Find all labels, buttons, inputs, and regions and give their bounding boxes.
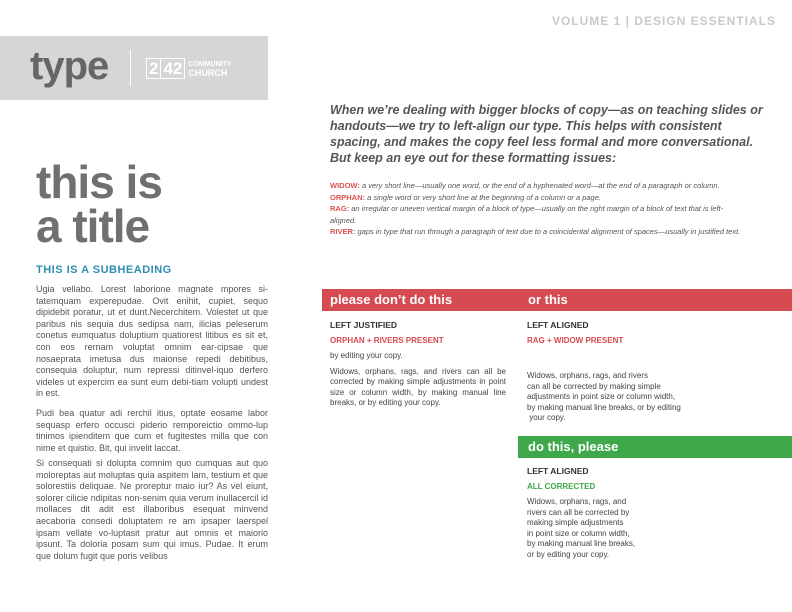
body-paragraph-1: Ugia vellabo. Lorest laborione magnate mpores si-tatemquam experepudae. Ovit enihit, cupiet, sequo dipidebit poratur, ut et dunt.Necerchitem. Volestet ut que paribus nis sequia dus sedipsa nam, ilicias peleserum conetus eumquatus doluptium quatiorest litibus es sit et, con eos rernam voluptat omnim ear-cipsae que nosaeprata imetusa dus maionse repedi debitibus, consequia doluptur, num repressi ditinvel-iquo derfero videles ut expercim ea sunt eum debi-tiam volupti undest in est. — [36, 284, 268, 399]
sample-subheading: THIS IS A SUBHEADING — [36, 264, 172, 276]
definition-widow: WIDOW: a very short line—usually one word, or the end of a hyphenated word—at the end of a paragraph or column. — [330, 181, 720, 190]
brand-divider — [130, 50, 131, 86]
definition-orphan: ORPHAN: a single word or very short line at the beginning of a column or a page. — [330, 192, 601, 202]
alt-paragraph: Widows, orphans, rags, and rivers can all be corrected by making simple adjustments in point size or column width, by making manual line breaks, or by editing your copy. — [527, 371, 681, 422]
title-line-2: a title — [36, 200, 150, 252]
dont-banner — [322, 289, 792, 311]
alt-example — [527, 320, 727, 445]
definitions-list — [330, 180, 742, 238]
bad-paragraph: Widows, orphans, rags, and rivers can all be corrected by making simple adjustments in point size or column width, by making manual line breaks, or by editing your copy. — [330, 366, 506, 407]
brand-bar — [0, 36, 268, 100]
bad-line: by editing your copy. — [330, 351, 403, 360]
logo-line-1: COMMUNITY — [188, 60, 232, 68]
church-logo — [146, 58, 232, 79]
logo-line-2: CHURCH — [188, 67, 228, 78]
sample-title — [36, 156, 162, 252]
alt-heading: LEFT ALIGNED — [527, 320, 589, 330]
do-this-label: do this, please — [528, 439, 619, 454]
good-heading: LEFT ALIGNED — [527, 466, 589, 476]
dont-label: please don’t do this — [330, 292, 453, 307]
bad-heading: LEFT JUSTIFIED — [330, 320, 398, 330]
body-paragraph-3: Si consequati si dolupta comnim quo cumquas aut quo moloreptas aut moluptas quia aspitem lam, testium et que solorestiis deliquae. Ne proreptur maio iur? As vel eiunt, solorer cilicie ndipitas non-senim quia verum inullacercil id mollaces dit adit est illaboribus esequat minvend aecaboria consedi doluptatem re am ipsaper laerspel ipsam vellate vo-luptasit pratur aut omnis et maiorio ipsunt. Ta doloria posam sum qui imus. Pudae. It erum que dolum fugit que poris velibus — [36, 458, 268, 561]
title-line-1: this is — [36, 156, 162, 208]
intro-paragraph: When we’re dealing with bigger blocks of copy—as on teaching slides or handouts—we try to left-align our type. This helps with consistent spacing, and makes the copy feel less formal and more conversational. But keep an eye out for these formatting issues: — [330, 103, 763, 165]
do-this-banner — [518, 436, 792, 458]
logo-wordmark — [188, 61, 231, 77]
logo-number-1: 2 — [146, 58, 161, 79]
bad-example — [330, 320, 506, 409]
definition-rag: RAG: an irregular or uneven vertical margin of a block of type—usually on the right margin of a block of text that is left-aligned. — [330, 204, 724, 225]
or-this-label: or this — [528, 292, 568, 307]
logo-number-2: 42 — [161, 58, 185, 79]
body-paragraph-2: Pudi bea quatur adi rerchil itius, optate eosame labor sequasp erfero occusci piderio remporeictio ommo-lup tinimos ipienditem que cum et fugitestes milla que con nime et quistio. Bit, qui invelit laccat. — [36, 408, 268, 453]
good-example — [527, 466, 727, 560]
good-paragraph: Widows, orphans, rags, and rivers can all be corrected by making simple adjustments in point size or column width, by making manual line breaks, or by editing your copy. — [527, 497, 636, 559]
alt-issue: RAG + WIDOW PRESENT — [527, 336, 624, 345]
definition-river: RIVER: gaps in type that run through a paragraph of text due to a coincidental alignment of spaces—usually in justified text. — [330, 227, 741, 237]
volume-header: VOLUME 1 | DESIGN ESSENTIALS — [551, 14, 776, 28]
bad-issue: ORPHAN + RIVERS PRESENT — [330, 336, 444, 345]
section-title: type — [30, 44, 109, 88]
good-issue: ALL CORRECTED — [527, 482, 596, 491]
